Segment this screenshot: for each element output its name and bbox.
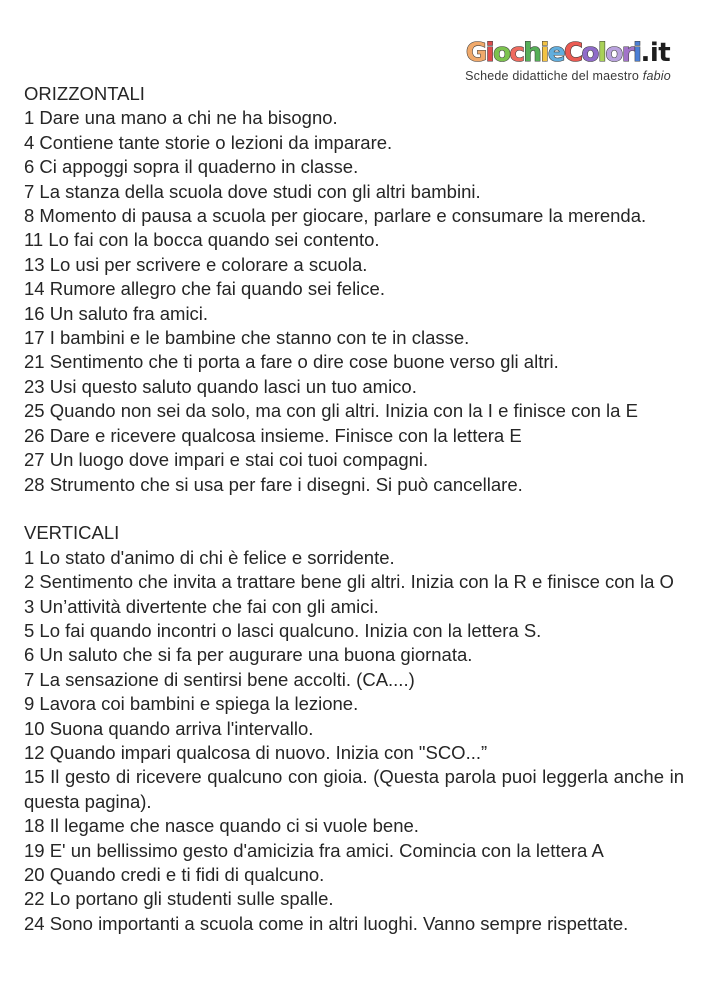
logo-letter: i bbox=[633, 38, 641, 68]
clue-text: 25 Quando non sei da solo, ma con gli altri. Inizia con la I e finisce con la E bbox=[24, 400, 638, 422]
logo-letter: i bbox=[485, 38, 494, 68]
section-title: ORIZZONTALI bbox=[24, 83, 145, 104]
clue-text: 8 Momento di pausa a scuola per giocare, parlare e consumare la merenda. bbox=[24, 205, 647, 227]
clue-text: 6 Ci appoggi sopra il quaderno in classe. bbox=[24, 156, 359, 178]
clue-text: 4 Contiene tante storie o lezioni da imparare. bbox=[24, 131, 393, 153]
clue-text: 12 Quando impari qualcosa di nuovo. Inizia con "SCO...” bbox=[24, 741, 488, 763]
logo-letter: o bbox=[605, 38, 622, 68]
logo-letter: r bbox=[621, 38, 634, 68]
clue-text: 1 Lo stato d'animo di chi è felice e sorridente. bbox=[24, 546, 395, 568]
clue-text: 27 Un luogo dove impari e stai coi tuoi compagni. bbox=[24, 449, 429, 471]
clue-text: 28 Strumento che si usa per fare i disegni. Si può cancellare. bbox=[24, 473, 523, 495]
logo-tagline-author: fabio bbox=[642, 69, 671, 83]
clue-text: 17 I bambini e le bambine che stanno con te in classe. bbox=[24, 327, 470, 349]
clue-text: 15 Il gesto di ricevere qualcuno con gioia. (Questa parola puoi leggerla anche in questa pagina). bbox=[24, 766, 684, 812]
clues-container bbox=[24, 82, 684, 936]
clue-text: 2 Sentimento che invita a trattare bene gli altri. Inizia con la R e finisce con la O bbox=[24, 571, 674, 593]
clue-text: 1 Dare una mano a chi ne ha bisogno. bbox=[24, 107, 338, 129]
logo-letters bbox=[466, 38, 641, 68]
logo-letter: G bbox=[465, 38, 486, 68]
logo-letter: h bbox=[523, 38, 541, 68]
clue-text: 21 Sentimento che ti porta a fare o dire cose buone verso gli altri. bbox=[24, 351, 559, 373]
clue-text: 16 Un saluto fra amici. bbox=[24, 302, 209, 324]
clue-text: 10 Suona quando arriva l'intervallo. bbox=[24, 717, 314, 739]
clue-text: 7 La stanza della scuola dove studi con gli altri bambini. bbox=[24, 180, 481, 202]
clue-text: 19 E' un bellissimo gesto d'amicizia fra amici. Comincia con la lettera A bbox=[24, 839, 604, 861]
clue-text: 23 Usi questo saluto quando lasci un tuo amico. bbox=[24, 375, 417, 397]
logo-letter: e bbox=[547, 38, 564, 68]
logo-letter: i bbox=[540, 38, 548, 68]
clue-section bbox=[24, 521, 684, 936]
section-clues bbox=[24, 106, 684, 497]
clue-text: 18 Il legame che nasce quando ci si vuole bene. bbox=[24, 815, 419, 837]
clue-text: 6 Un saluto che si fa per augurare una buona giornata. bbox=[24, 644, 473, 666]
section-title: VERTICALI bbox=[24, 522, 120, 544]
clue-text: 5 Lo fai quando incontri o lasci qualcuno. Inizia con la lettera S. bbox=[24, 619, 542, 641]
logo bbox=[465, 38, 671, 84]
clue-text: 26 Dare e ricevere qualcosa insieme. Finisce con la lettera E bbox=[24, 424, 522, 446]
clue-text: 3 Un’attività divertente che fai con gli amici. bbox=[24, 595, 379, 617]
section-clues bbox=[24, 546, 684, 937]
clue-text: 9 Lavora coi bambini e spiega la lezione. bbox=[24, 693, 359, 715]
logo-letter: l bbox=[597, 38, 606, 68]
clue-section bbox=[24, 82, 684, 497]
clue-text: 13 Lo usi per scrivere e colorare a scuola. bbox=[24, 253, 368, 275]
clue-text: 14 Rumore allegro che fai quando sei felice. bbox=[24, 278, 385, 300]
clue-text: 24 Sono importanti a scuola come in altri luoghi. Vanno sempre rispettate. bbox=[24, 912, 629, 934]
clue-text: 22 Lo portano gli studenti sulle spalle. bbox=[24, 888, 334, 910]
logo-letter: o bbox=[493, 38, 510, 68]
logo-letter: c bbox=[509, 38, 524, 68]
clue-text: 11 Lo fai con la bocca quando sei contento. bbox=[24, 229, 380, 251]
clue-text: 20 Quando credi e ti fidi di qualcuno. bbox=[24, 863, 325, 885]
clue-text: 7 La sensazione di sentirsi bene accolti. (CA....) bbox=[24, 668, 415, 690]
logo-wordmark bbox=[465, 38, 671, 68]
logo-tagline-text: Schede didattiche del maestro bbox=[465, 69, 640, 83]
logo-letter: o bbox=[581, 38, 598, 68]
logo-suffix: .it bbox=[640, 38, 671, 68]
logo-letter: C bbox=[563, 38, 582, 68]
